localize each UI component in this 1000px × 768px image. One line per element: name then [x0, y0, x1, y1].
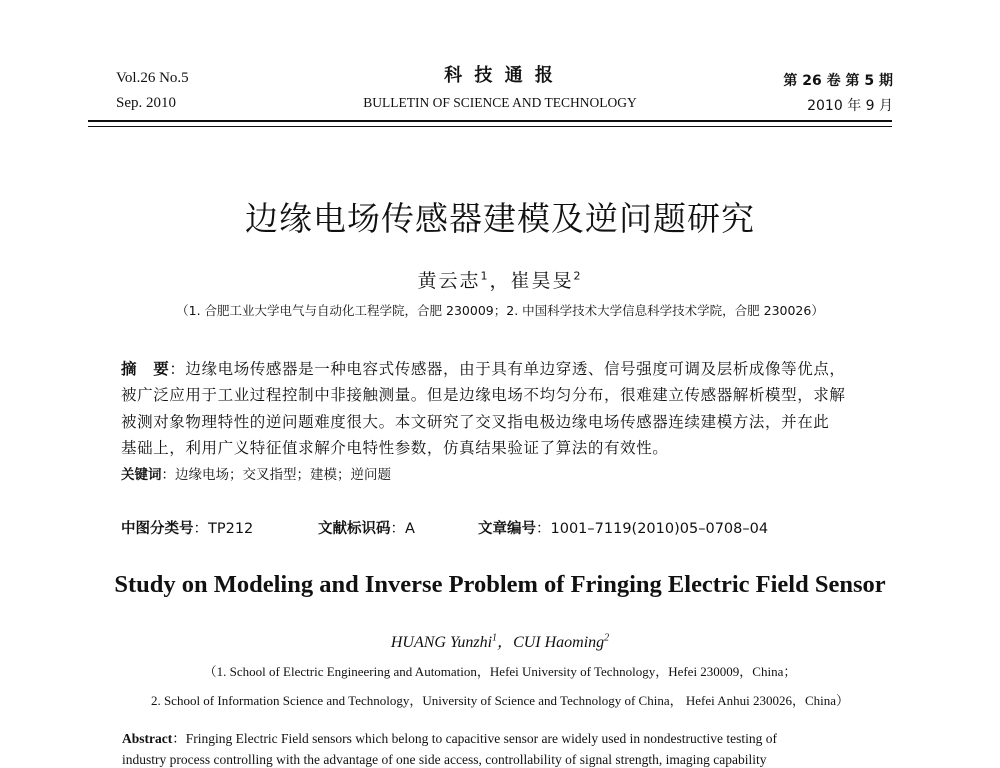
keywords-value-cn: ：边缘电场；交叉指型；建模；逆问题 [161, 467, 391, 483]
abstract-label-en: Abstract [122, 731, 173, 746]
abstract-en-line-2: industry process controlling with the advantage of one side access, controllability of signal strength, imaging capability [122, 752, 767, 767]
abstract-label-cn: 摘 要 [121, 360, 170, 378]
article-number-label: 文章编号 [478, 521, 536, 537]
authors-cn [0, 266, 1000, 293]
keywords-label-cn: 关键词 [121, 467, 162, 483]
header-rule-thick [88, 120, 892, 122]
affiliation-cn: （1. 合肥工业大学电气与自动化工程学院，合肥 230009；2. 中国科学技术大学信息科学技术学院，合肥 230026） [176, 303, 824, 318]
author-en-separator: ， [497, 634, 514, 651]
abstract-colon: ： [169, 360, 186, 378]
journal-title-cn: 科 技 通 报 [444, 65, 556, 86]
issue-date: Sep. 2010 [116, 95, 176, 111]
journal-title-en: BULLETIN OF SCIENCE AND TECHNOLOGY [363, 95, 637, 110]
keywords-cn [121, 463, 391, 483]
volume-number: Vol.26 No.5 [116, 70, 189, 86]
affiliation-en-line-2: 2. School of Information Science and Technology，University of Science and Technology of China， Hefei Anhui 230026，China） [150, 693, 850, 708]
author-2-en: CUI Haoming [513, 634, 605, 651]
volume-number-cn: 第 26 卷 第 5 期 [783, 73, 893, 89]
clc-value: ：TP212 [193, 521, 254, 537]
header-rule-thin [88, 126, 892, 127]
paper-title-cn: 边缘电场传感器建模及逆问题研究 [245, 199, 755, 238]
abstract-cn-text-1: 边缘电场传感器是一种电容式传感器，由于具有单边穿透、信号强度可调及层析成像等优点， [185, 360, 846, 378]
clc-number [121, 517, 253, 538]
article-number [478, 517, 768, 538]
authors-en [0, 629, 1000, 652]
author-2-sup: 2 [573, 269, 583, 283]
affiliation-en-line-1: （1. School of Electric Engineering and Automation，Hefei University of Technology，Hefei 230009，China； [203, 664, 797, 679]
abstract-en-line-1 [122, 727, 777, 747]
author-1-cn: 黄云志 [417, 270, 481, 292]
author-1-en-sup: 1 [492, 632, 498, 644]
author-1-en: HUANG Yunzhi [390, 634, 493, 651]
author-separator: ， [489, 270, 511, 292]
abstract-en-text-1: ：Fringing Electric Field sensors which belong to capacitive sensor are widely used in nondestructive testing of [172, 731, 777, 746]
clc-label: 中图分类号 [121, 521, 194, 537]
author-2-en-sup: 2 [604, 632, 610, 644]
author-2-cn: 崔昊旻 [510, 270, 574, 292]
article-number-value: ：1001–7119(2010)05–0708–04 [536, 521, 769, 537]
document-code [318, 517, 415, 538]
abstract-cn-line-4: 基础上，利用广义特征值求解介电特性参数，仿真结果验证了算法的有效性。 [121, 439, 669, 457]
abstract-cn-line-1 [121, 357, 846, 379]
paper-title-en: Study on Modeling and Inverse Problem of Fringing Electric Field Sensor [114, 571, 886, 598]
document-code-value: ：A [390, 521, 415, 537]
issue-date-cn: 2010 年 9 月 [807, 98, 893, 114]
author-1-sup: 1 [480, 269, 490, 283]
document-code-label: 文献标识码 [318, 521, 391, 537]
abstract-cn-line-3: 被测对象物理特性的逆问题难度很大。本文研究了交叉指电极边缘电场传感器连续建模方法，并在此 [121, 413, 830, 431]
abstract-cn-line-2: 被广泛应用于工业过程控制中非接触测量。但是边缘电场不均匀分布，很难建立传感器解析模型，求解 [121, 386, 846, 404]
